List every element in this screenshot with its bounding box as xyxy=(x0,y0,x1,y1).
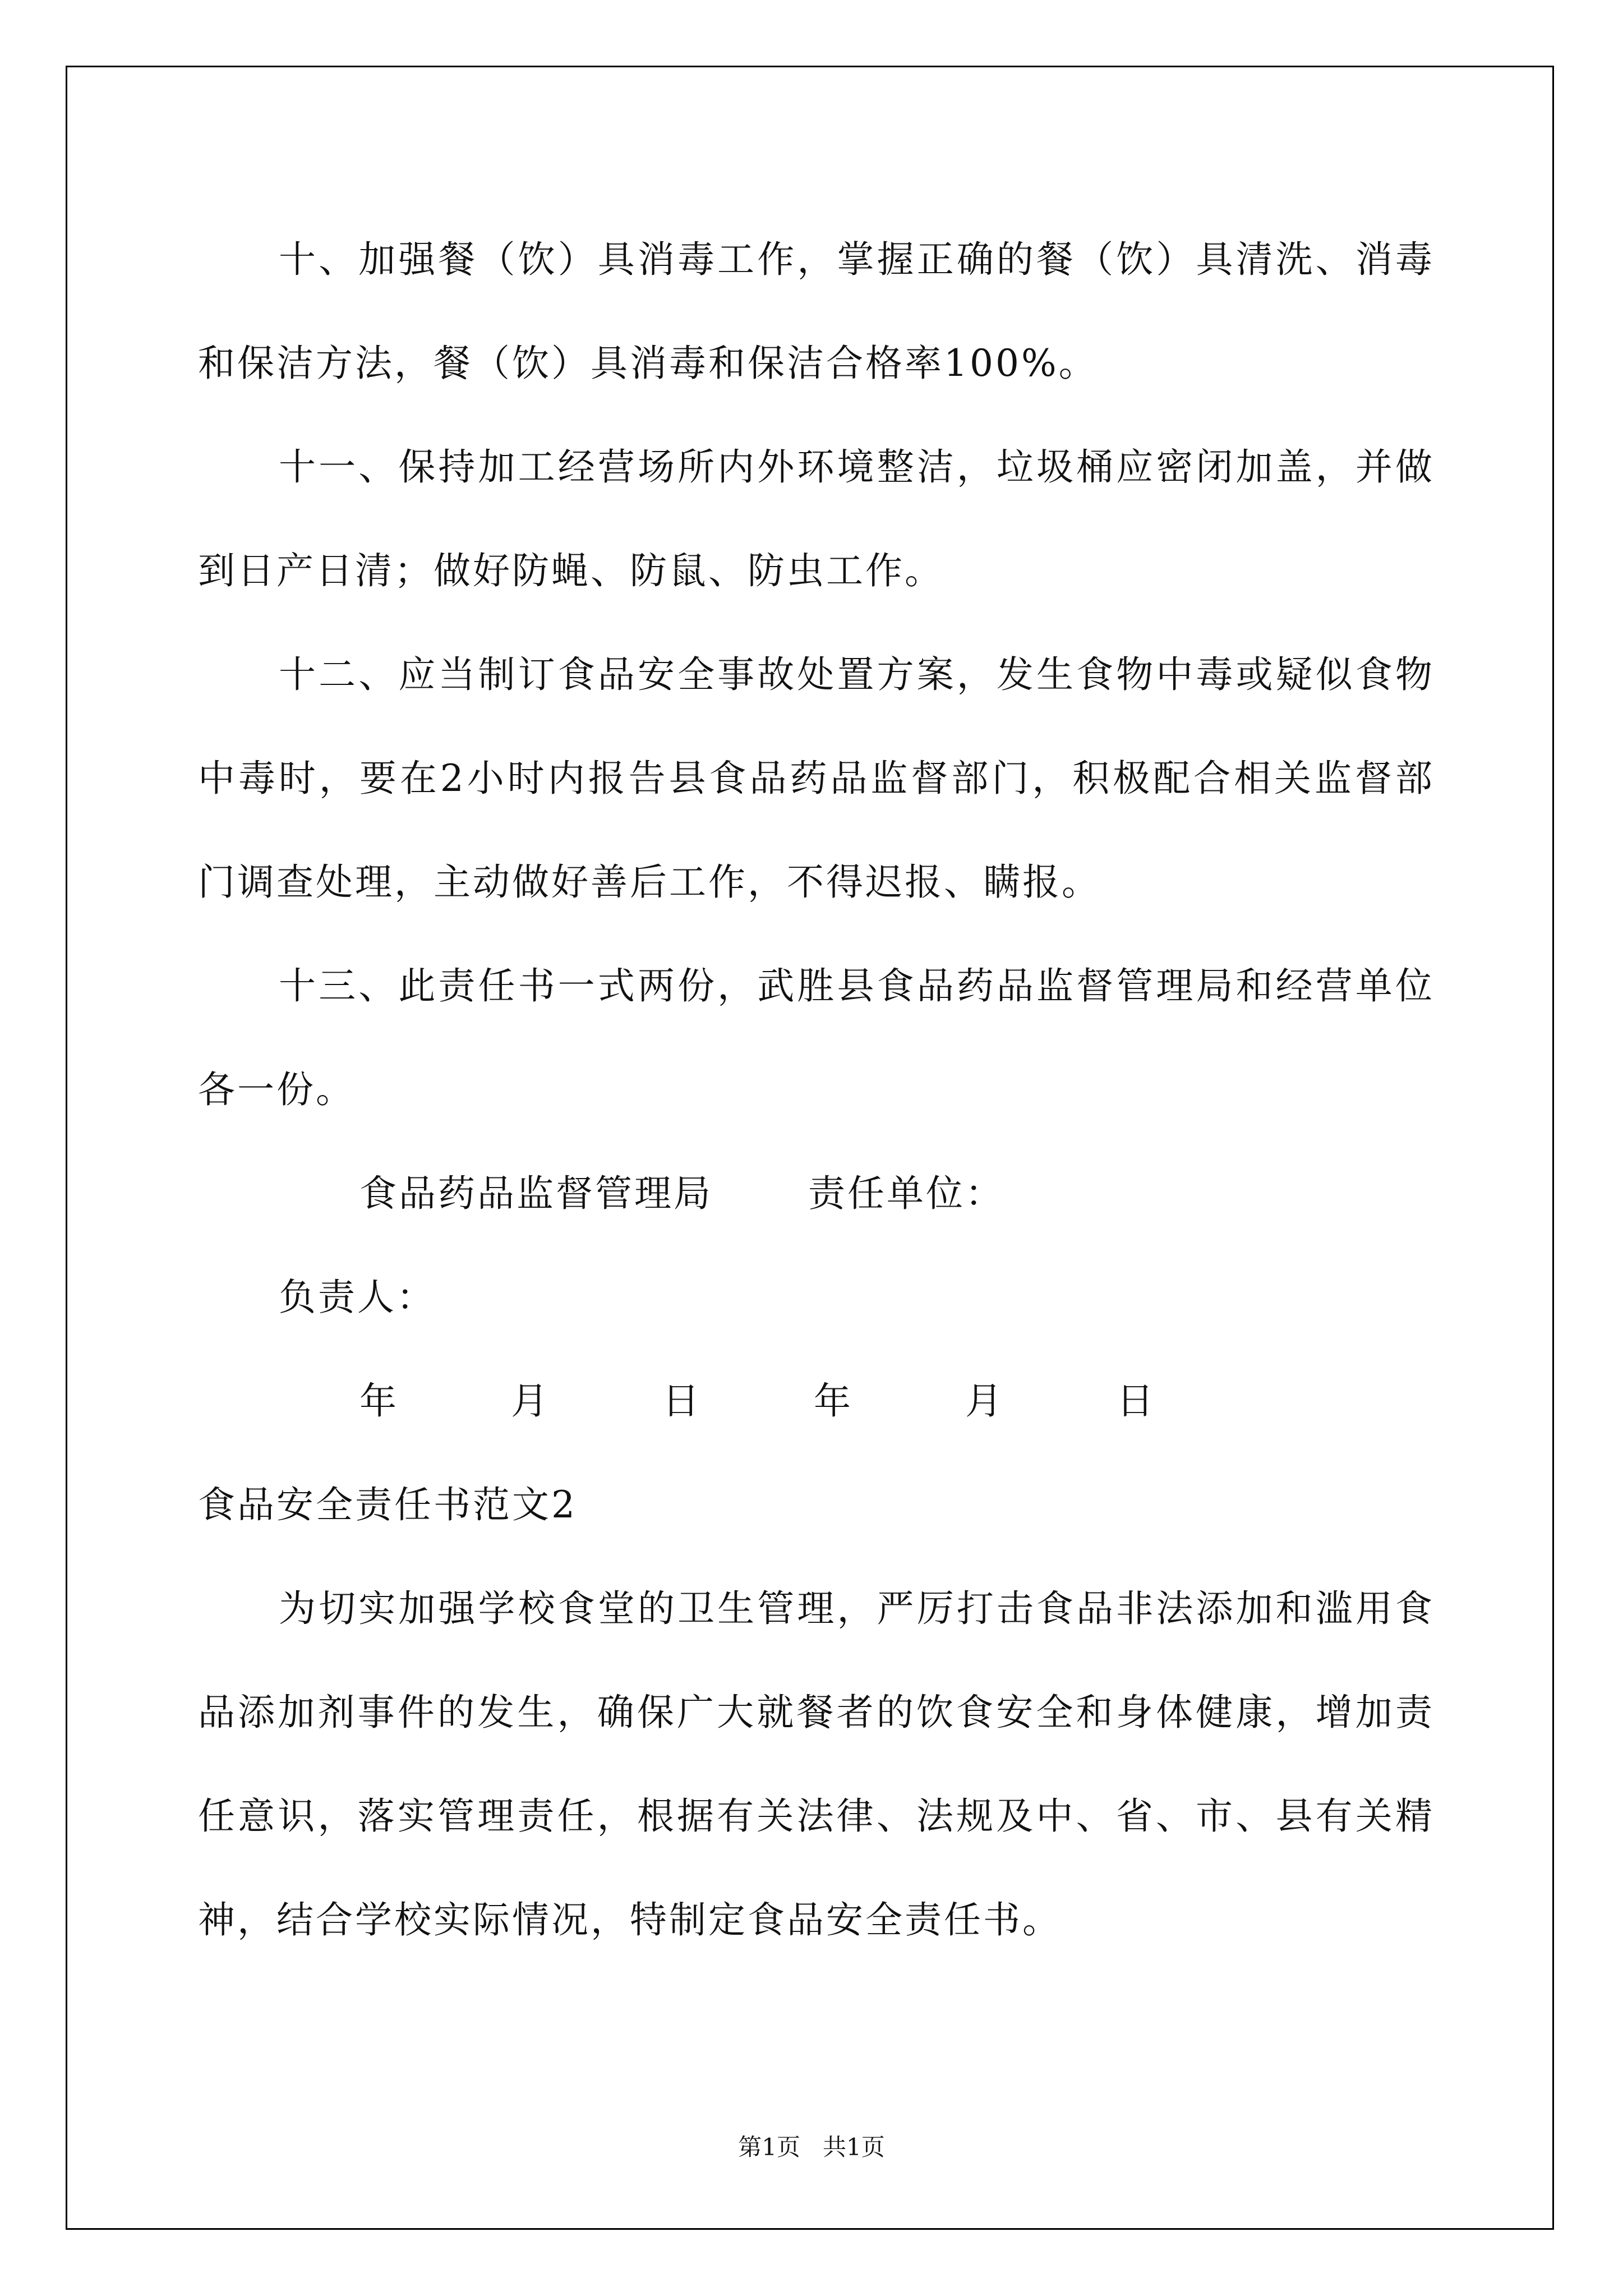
date-line xyxy=(198,1349,1435,1453)
date-month-right: 月 xyxy=(965,1379,1004,1423)
section-title: 食品安全责任书范文2 xyxy=(198,1483,577,1526)
paragraph-item-11: 十一、保持加工经营场所内外环境整洁，垃圾桶应密闭加盖，并做到日产日清；做好防蝇、防鼠、防虫工作。 xyxy=(198,445,1435,592)
signature-authority: 食品药品监督管理局 xyxy=(359,1172,713,1215)
section-paragraph: 为切实加强学校食堂的卫生管理，严厉打击食品非法添加和滥用食品添加剂事件的发生，确保广大就餐者的饮食安全和身体健康，增加责任意识，落实管理责任，根据有关法律、法规及中、省、市、县有关精神，结合学校实际情况，特制定食品安全责任书。 xyxy=(198,1587,1435,1941)
document-body xyxy=(198,208,1435,1972)
paragraph-item-12: 十二、应当制订食品安全事故处置方案，发生食物中毒或疑似食物中毒时，要在2小时内报告县食品药品监督部门，积极配合相关监督部门调查处理，主动做好善后工作，不得迟报、瞒报。 xyxy=(198,653,1435,904)
signature-line xyxy=(198,1142,1435,1245)
date-day-left: 日 xyxy=(662,1379,702,1423)
date-month-left: 月 xyxy=(511,1379,550,1423)
paragraph-item-10: 十、加强餐（饮）具消毒工作，掌握正确的餐（饮）具清洗、消毒和保洁方法，餐（饮）具消毒和保洁合格率100%。 xyxy=(198,238,1435,385)
responsible-person-label: 负责人： xyxy=(279,1276,436,1319)
page-total: 共1页 xyxy=(823,2133,885,2161)
paragraph-item-13: 十三、此责任书一式两份，武胜县食品药品监督管理局和经营单位各一份。 xyxy=(198,964,1435,1111)
page-number: 第1页 xyxy=(738,2133,800,2161)
date-year-right: 年 xyxy=(814,1379,853,1423)
date-year-left: 年 xyxy=(359,1379,399,1423)
signature-unit: 责任单位： xyxy=(808,1172,1004,1215)
date-day-right: 日 xyxy=(1117,1379,1156,1423)
page-footer xyxy=(0,2129,1623,2162)
